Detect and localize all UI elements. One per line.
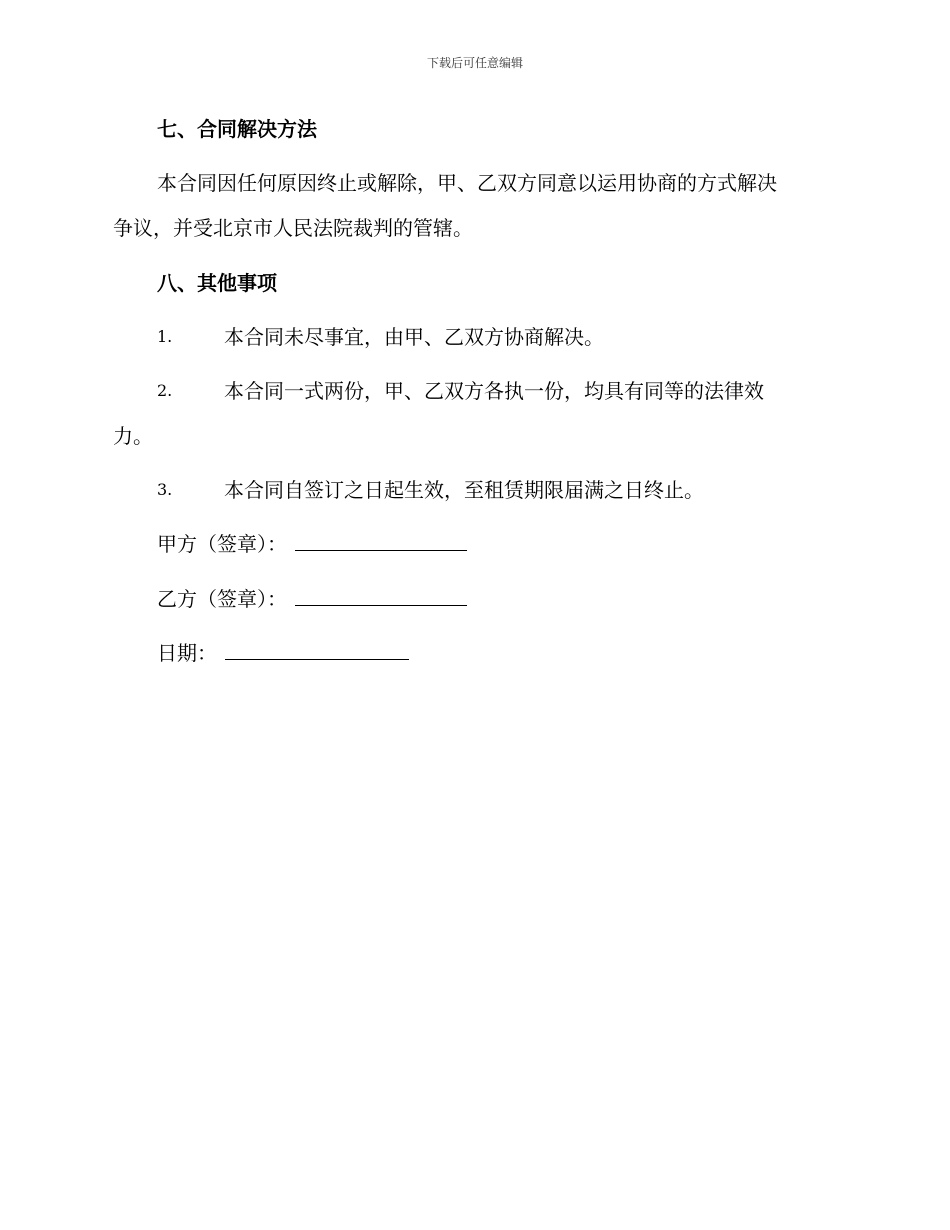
page-header: 下载后可任意编辑 bbox=[426, 56, 523, 70]
party-b-label: 乙方（签章）： bbox=[157, 587, 287, 611]
party-a-label: 甲方（签章）： bbox=[157, 532, 287, 556]
party-b-signature-row bbox=[157, 587, 467, 611]
item-3-text: 本合同自签订之日起生效，至租赁期限届满之日终止。 bbox=[224, 478, 704, 502]
item-2-text-continued: 力。 bbox=[113, 424, 153, 448]
section-7-paragraph-line-1: 本合同因任何原因终止或解除，甲、乙双方同意以运用协商的方式解决 bbox=[157, 171, 777, 195]
item-3-number: 3. bbox=[157, 480, 173, 499]
date-line bbox=[225, 641, 409, 660]
item-2-text: 本合同一式两份，甲、乙双方各执一份，均具有同等的法律效 bbox=[224, 379, 764, 403]
party-a-signature-row bbox=[157, 532, 467, 556]
section-7-paragraph-line-2: 争议，并受北京市人民法院裁判的管辖。 bbox=[113, 216, 473, 240]
section-7-title: 七、合同解决方法 bbox=[157, 117, 317, 141]
section-8-title: 八、其他事项 bbox=[157, 271, 277, 295]
date-label: 日期： bbox=[157, 641, 217, 665]
item-1-text: 本合同未尽事宜，由甲、乙双方协商解决。 bbox=[224, 325, 604, 349]
item-2-number: 2. bbox=[157, 381, 173, 400]
party-a-signature-line bbox=[295, 532, 467, 551]
item-1-number: 1. bbox=[157, 327, 173, 346]
date-row bbox=[157, 641, 409, 665]
party-b-signature-line bbox=[295, 587, 467, 606]
